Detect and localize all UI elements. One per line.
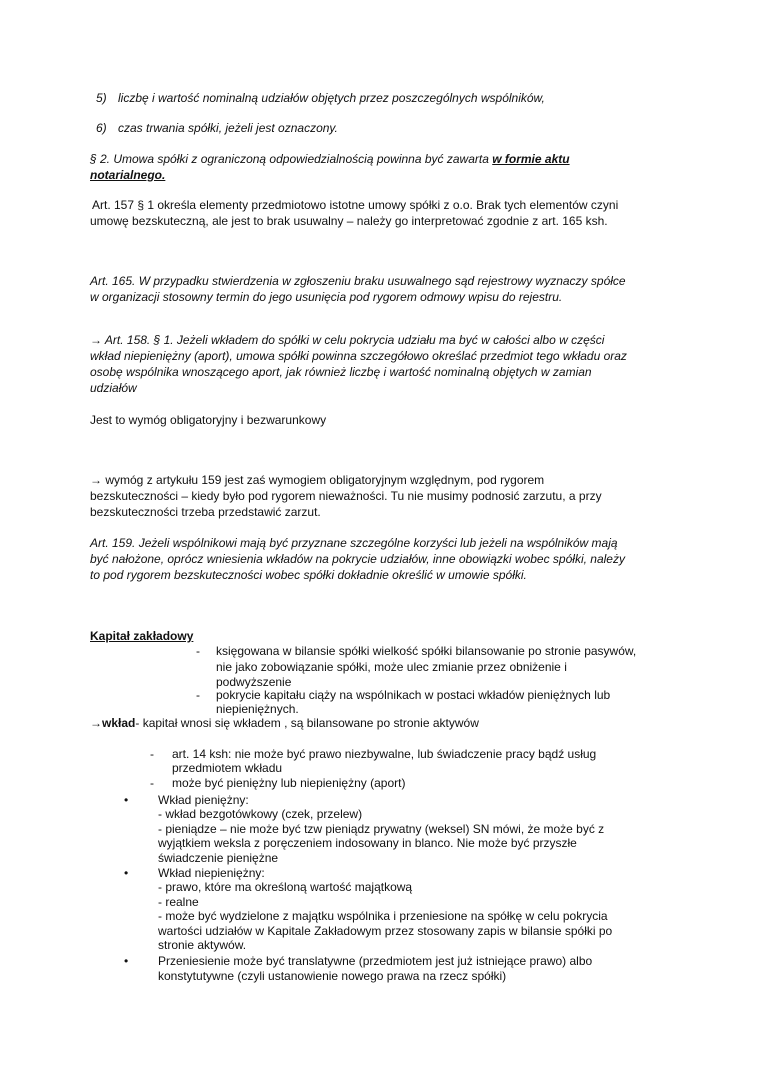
wklad-definition: →wkład- kapitał wnosi się wkładem , są bilansowane po stronie aktywów [90, 716, 479, 730]
kapital-item1-line3: podwyższenie [216, 675, 292, 689]
bullet1-line4: wyjątkiem weksla z poręczeniem indosowany in blanco. Nie może być przyszłe [158, 836, 577, 850]
dash-marker: - [150, 776, 154, 790]
art165-line2: w organizacji stosowny termin do jego usunięcia pod rygorem odmowy wpisu do rejestru. [90, 290, 563, 304]
arrow-icon: → [90, 716, 102, 730]
wklad-sub1-line2: przedmiotem wkładu [172, 761, 283, 775]
kapital-item2-line1: pokrycie kapitału ciąży na wspólnikach w postaci wkładów pieniężnych lub [216, 688, 611, 702]
bullet-icon: • [124, 866, 129, 880]
list-item-6: 6) czas trwania spółki, jeżeli jest oznaczony. [96, 121, 338, 135]
dash-marker: - [196, 644, 200, 658]
kapital-item1-line2: nie jako zobowiązanie spółki, może ulec zmianie przez obniżenie i [216, 660, 567, 674]
bullet2-line6: stronie aktywów. [158, 938, 247, 952]
art159-note-line2: bezskuteczności – kiedy było pod rygorem nieważności. Tu nie musimy podnosić zarzutu, a przy [90, 489, 602, 503]
art158-line4: udziałów [90, 381, 137, 395]
arrow-icon: → [90, 333, 102, 347]
bullet2-line2: - prawo, które ma określoną wartość majątkową [158, 880, 413, 894]
bullet2-line4: - może być wydzielone z majątku wspólnika i przeniesione na spółkę w celu pokrycia [158, 909, 608, 923]
art159-note-line3: bezskuteczności trzeba przedstawić zarzut. [90, 505, 321, 519]
kapital-item2-line2: niepieniężnych. [216, 702, 299, 716]
art159-line2: być nałożone, oprócz wniesienia wkładów na pokrycie udziałów, inne obowiązki wobec spółki, należy [90, 552, 625, 566]
bullet1-line1: Wkład pieniężny: [158, 793, 249, 807]
arrow-icon: → [90, 473, 102, 487]
art157-line2: umowę bezskuteczną, ale jest to brak usuwalny – należy go interpretować zgodnie z art. 165 ksh. [90, 214, 608, 228]
paragraph-2: § 2. Umowa spółki z ograniczoną odpowiedzialnością powinna być zawarta w formie aktu [90, 152, 570, 166]
requirement-note: Jest to wymóg obligatoryjny i bezwarunkowy [90, 413, 327, 427]
section-heading-kapital: Kapitał zakładowy [90, 629, 194, 643]
dash-marker: - [196, 688, 200, 702]
dash-marker: - [150, 747, 154, 761]
bullet-icon: • [124, 954, 129, 968]
bullet2-line3: - realne [158, 895, 199, 909]
bullet2-line1: Wkład niepieniężny: [158, 866, 265, 880]
art159-line3: to pod rygorem bezskuteczności wobec spółki dokładnie określić w umowie spółki. [90, 568, 527, 582]
art158-line1: → Art. 158. § 1. Jeżeli wkładem do spółki w celu pokrycia udziału ma być w całości albo w części [90, 333, 605, 347]
bullet-icon: • [124, 793, 129, 807]
bullet1-line2: - wkład bezgotówkowy (czek, przelew) [158, 807, 363, 821]
bullet2-line5: wartości udziałów w Kapitale Zakładowym przez stosowany zapis w bilansie spółki po [158, 924, 613, 938]
bullet3-line1: Przeniesienie może być translatywne (przedmiotem jest już istniejące prawo) albo [158, 954, 593, 968]
art158-line2: wkład niepieniężny (aport), umowa spółki powinna szczegółowo określać przedmiot tego wkładu oraz [90, 349, 627, 363]
list-item-5: 5) liczbę i wartość nominalną udziałów objętych przez poszczególnych wspólników, [96, 91, 545, 105]
paragraph-2-emphasis: notarialnego. [90, 168, 166, 182]
art157-line1: Art. 157 § 1 określa elementy przedmiotowo istotne umowy spółki z o.o. Brak tych elementów czyni [92, 198, 619, 212]
kapital-item1-line1: księgowana w bilansie spółki wielkość spółki bilansowanie po stronie pasywów, [216, 644, 637, 658]
bullet1-line5: świadczenie pieniężne [158, 851, 279, 865]
art159-line1: Art. 159. Jeżeli wspólnikowi mają być przyznane szczególne korzyści lub jeżeli na wspólników mają [90, 536, 618, 550]
bullet1-line3: - pieniądze – nie może być tzw pieniądz prywatny (weksel) SN mówi, że może być z [158, 822, 605, 836]
art165-line1: Art. 165. W przypadku stwierdzenia w zgłoszeniu braku usuwalnego sąd rejestrowy wyznaczy spółce [90, 274, 626, 288]
bullet3-line2: konstytutywne (czyli ustanowienie nowego prawa na rzecz spółki) [158, 969, 507, 983]
wklad-sub2: może być pieniężny lub niepieniężny (aport) [172, 776, 406, 790]
wklad-sub1-line1: art. 14 ksh: nie może być prawo niezbywalne, lub świadczenie pracy bądź usług [172, 747, 597, 761]
art159-note-line1: → wymóg z artykułu 159 jest zaś wymogiem obligatoryjnym względnym, pod rygorem [90, 473, 545, 487]
art158-line3: osobę wspólnika wnoszącego aport, jak również liczbę i wartość nominalną objętych w zamian [90, 365, 592, 379]
